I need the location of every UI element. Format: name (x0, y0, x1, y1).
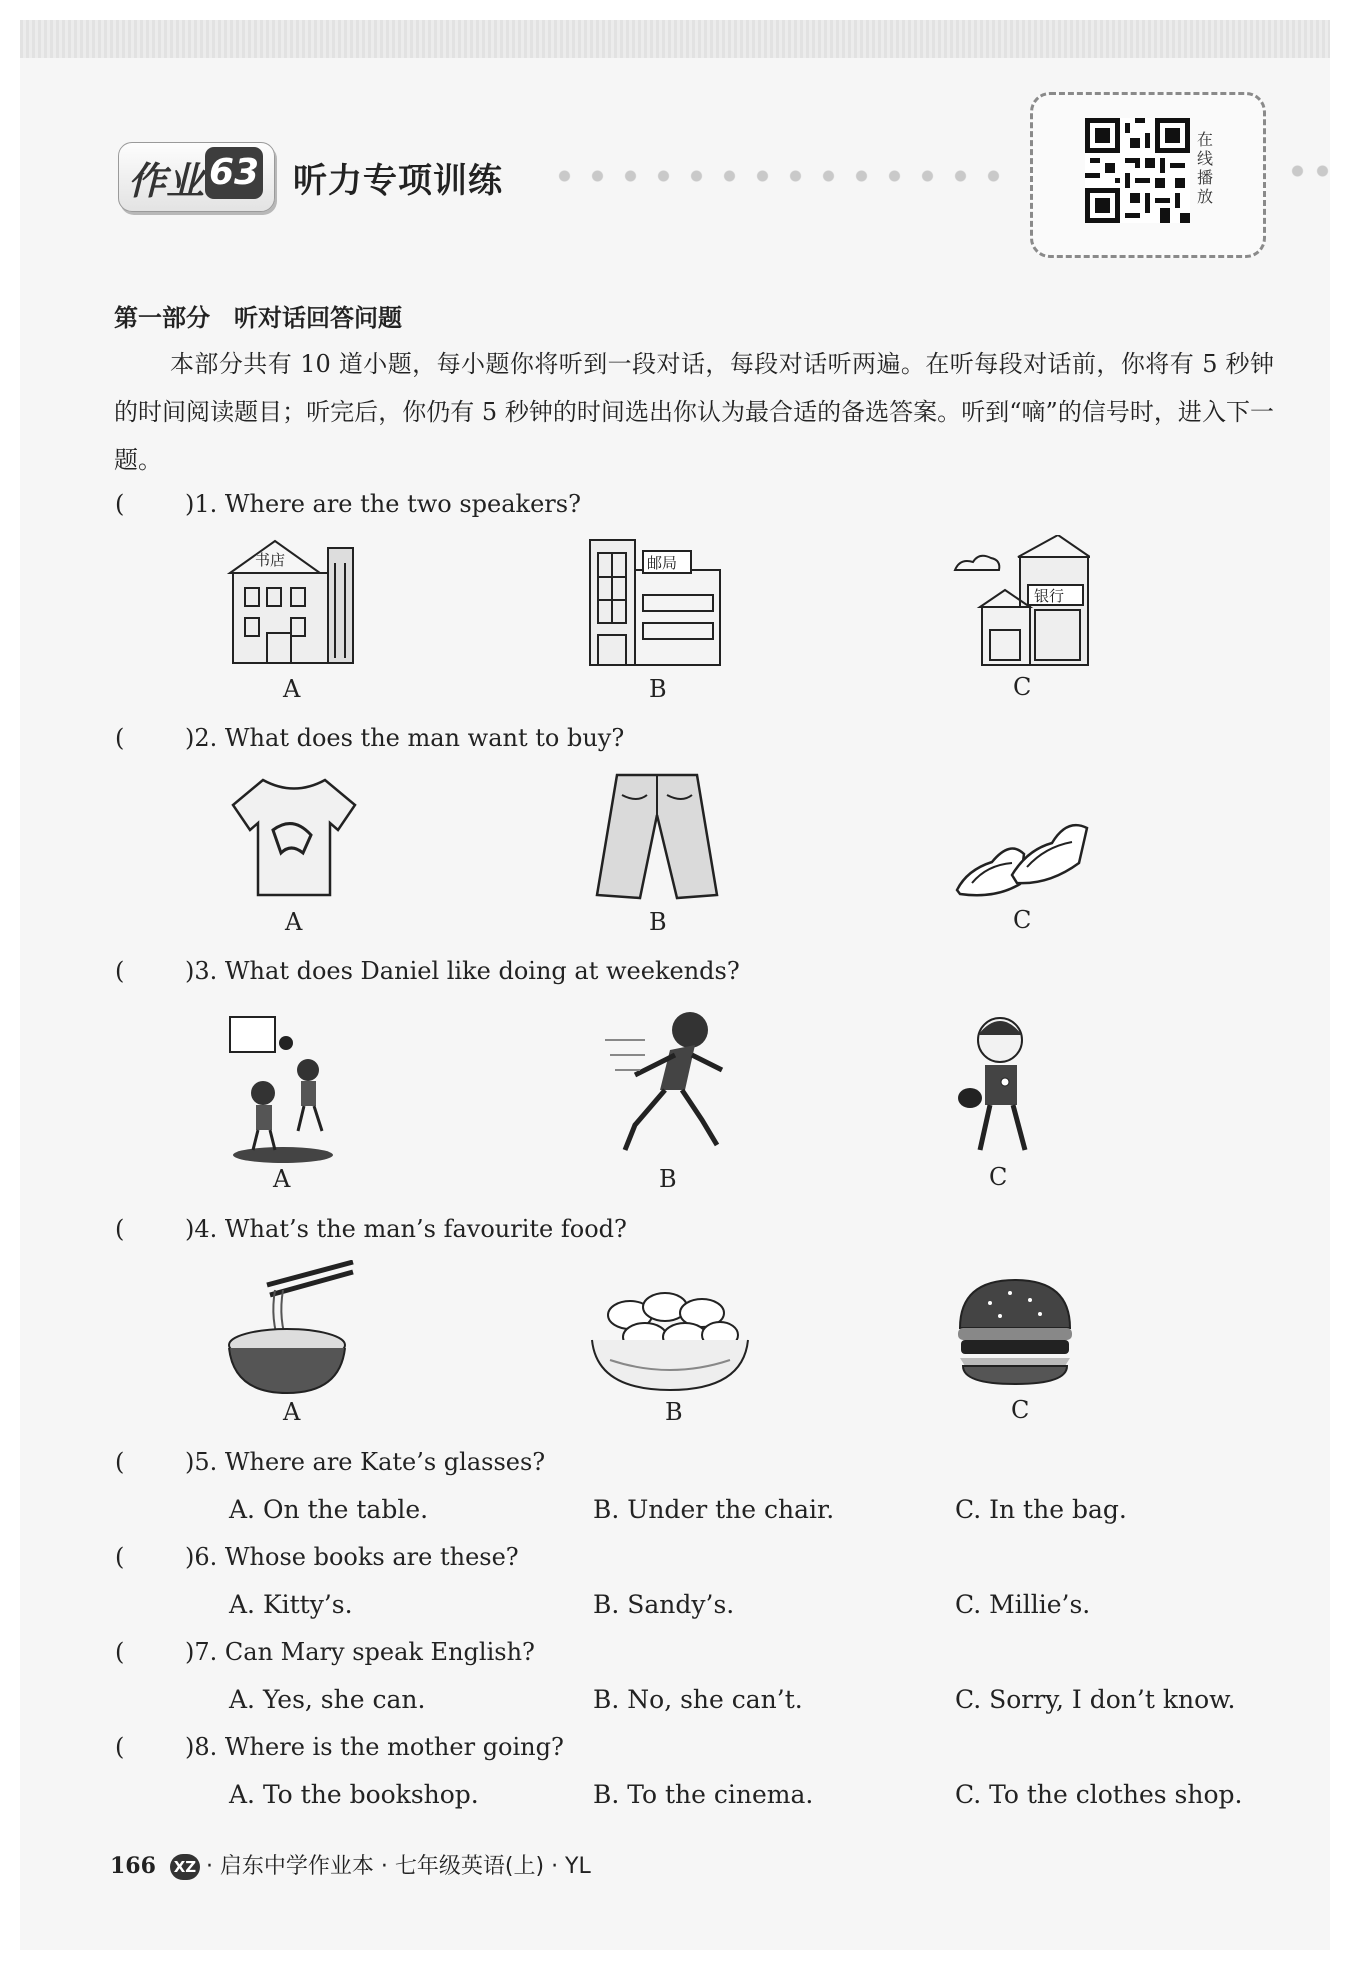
option-letter-a: A (285, 908, 303, 936)
answer-blank[interactable]: ( (115, 957, 125, 985)
badge-text: 作业 (128, 159, 205, 203)
option-b[interactable]: B. No, she can’t. (593, 1685, 803, 1714)
dumplings-image (590, 1285, 750, 1395)
option-letter-c: C (1013, 906, 1032, 934)
option-letter-b: B (649, 675, 667, 703)
option-a[interactable]: A. Kitty’s. (229, 1590, 353, 1619)
question-7 (115, 1638, 535, 1666)
bookstore-image (225, 533, 360, 668)
option-c[interactable]: C. To the clothes shop. (955, 1780, 1243, 1809)
question-3 (115, 957, 740, 985)
post-office-sign: 邮局 (647, 554, 678, 572)
option-letter-b: B (665, 1398, 683, 1426)
option-b[interactable]: B. To the cinema. (593, 1780, 814, 1809)
decorative-dots (548, 169, 1018, 183)
answer-blank[interactable]: ( (115, 490, 125, 518)
answer-blank[interactable]: ( (115, 724, 125, 752)
answer-blank[interactable]: ( (115, 1733, 125, 1761)
qr-code-icon[interactable] (1085, 118, 1190, 223)
option-letter-c: C (1013, 673, 1032, 701)
footer-text: · 启东中学作业本 · 七年级英语(上) · YL (205, 1854, 591, 1879)
bank-image (950, 535, 1090, 670)
option-b[interactable]: B. Under the chair. (593, 1495, 835, 1524)
question-5 (115, 1448, 545, 1476)
option-c[interactable]: C. Sorry, I don’t know. (955, 1685, 1236, 1714)
option-a[interactable]: A. On the table. (229, 1495, 429, 1524)
answer-blank[interactable]: ( (115, 1638, 125, 1666)
section-title: 第一部分 听对话回答问题 (114, 304, 402, 332)
question-2 (115, 724, 624, 752)
question-text: )6. Whose books are these? (185, 1543, 519, 1571)
post-office-image (588, 535, 723, 670)
badge-number: 63 (205, 147, 263, 199)
hamburger-image (955, 1278, 1075, 1388)
answer-blank[interactable]: ( (115, 1215, 125, 1243)
question-text: )2. What does the man want to buy? (185, 724, 625, 752)
decorative-dots-right (1285, 164, 1335, 178)
qr-label: 在线播放 (1197, 130, 1214, 206)
running-boy-image (600, 1000, 740, 1155)
question-text: )8. Where is the mother going? (185, 1733, 564, 1761)
question-1 (115, 490, 581, 518)
option-letter-c: C (989, 1163, 1008, 1191)
option-letter-a: A (273, 1165, 291, 1193)
option-letter-b: B (649, 908, 667, 936)
ping-pong-boy-image (955, 1010, 1045, 1160)
question-text: )1. Where are the two speakers? (185, 490, 581, 518)
option-a[interactable]: A. To the bookshop. (229, 1780, 479, 1809)
option-a[interactable]: A. Yes, she can. (229, 1685, 426, 1714)
question-6 (115, 1543, 519, 1571)
scan-top-band (20, 20, 1330, 58)
page-number: 166 (110, 1853, 156, 1879)
option-letter-a: A (283, 1398, 301, 1426)
jeans-image (592, 770, 722, 905)
question-text: )4. What’s the man’s favourite food? (185, 1215, 627, 1243)
question-text: )3. What does Daniel like doing at weekends? (185, 957, 740, 985)
question-text: )5. Where are Kate’s glasses? (185, 1448, 546, 1476)
question-8 (115, 1733, 564, 1761)
instructions-paragraph: 本部分共有 10 道小题，每小题你将听到一段对话，每段对话听两遍。在听每段对话前，你将有 5 秒钟的时间阅读题目；听完后，你仍有 5 秒钟的时间选出你认为最合适的备选答案。听到“嘀”的信号时，进入下一题。 (114, 350, 1274, 474)
answer-blank[interactable]: ( (115, 1448, 125, 1476)
question-4 (115, 1215, 627, 1243)
option-letter-c: C (1011, 1396, 1030, 1424)
option-c[interactable]: C. Millie’s. (955, 1590, 1091, 1619)
publisher-logo: XZ (170, 1854, 200, 1880)
option-letter-a: A (283, 675, 301, 703)
noodles-image (225, 1260, 355, 1395)
bank-sign: 银行 (1034, 587, 1065, 605)
option-letter-b: B (659, 1165, 677, 1193)
option-b[interactable]: B. Sandy’s. (593, 1590, 735, 1619)
page-footer (110, 1849, 591, 1880)
bookstore-sign: 书店 (255, 551, 286, 569)
basketball-players-image (228, 1015, 338, 1165)
option-c[interactable]: C. In the bag. (955, 1495, 1127, 1524)
answer-blank[interactable]: ( (115, 1543, 125, 1571)
sandals-image (952, 805, 1092, 905)
page-title: 听力专项训练 (293, 161, 503, 201)
question-text: )7. Can Mary speak English? (185, 1638, 535, 1666)
t-shirt-image (228, 775, 358, 900)
